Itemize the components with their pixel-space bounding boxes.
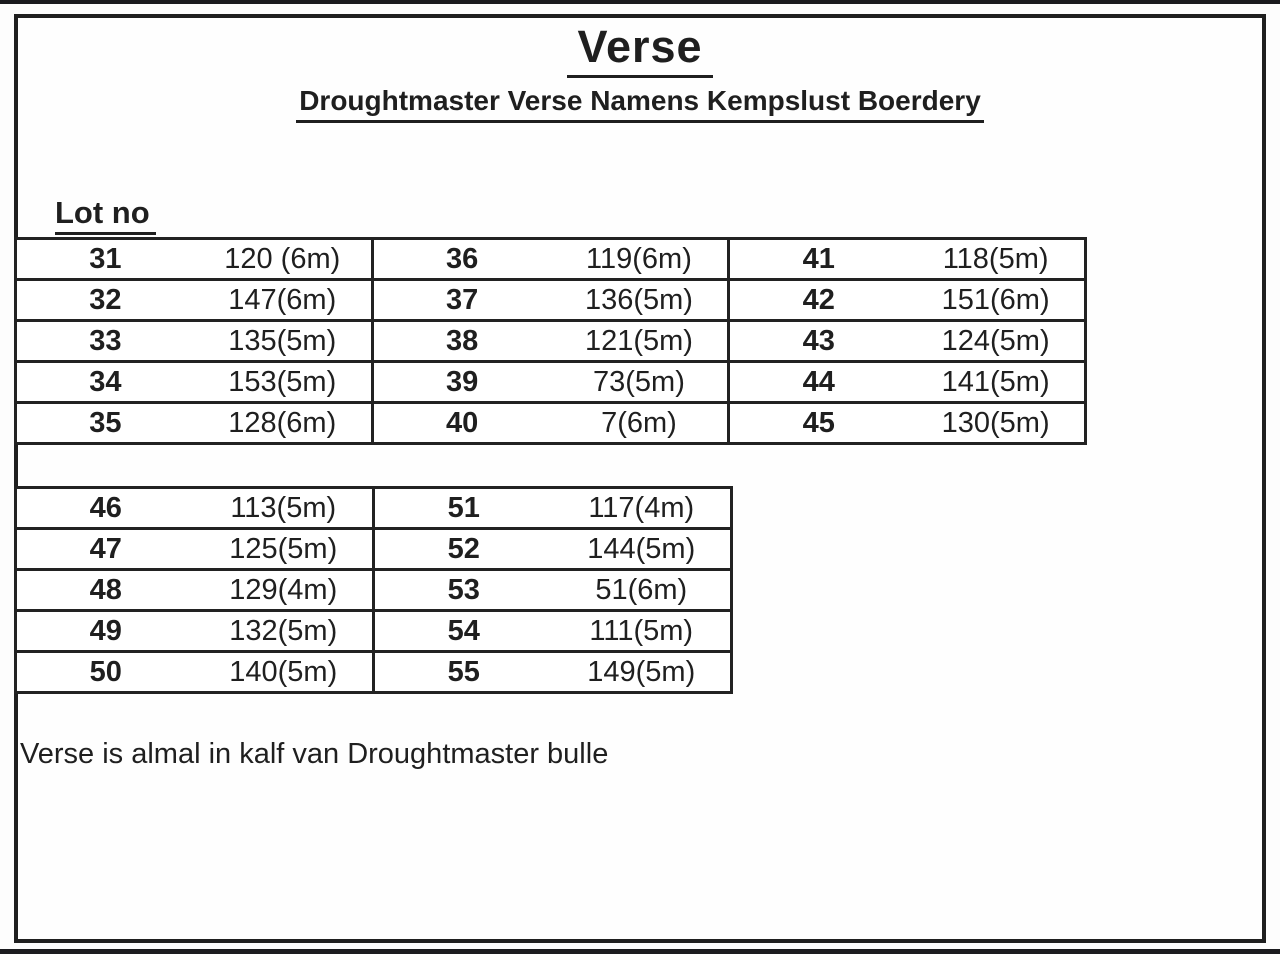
lot-entry [371,281,728,319]
lot-value: 120 (6m) [224,242,341,275]
table-row [17,240,1084,278]
lot-value: 132(5m) [229,614,338,647]
lot-number: 42 [802,283,835,316]
table-row [17,650,730,691]
lot-entry [727,281,1084,319]
lot-table-46-55 [14,486,733,694]
lot-number: 35 [89,406,122,439]
table-row [17,401,1084,442]
lot-number: 33 [89,324,122,357]
lot-value: 119(6m) [586,242,692,275]
lot-number: 43 [802,324,835,357]
lot-value: 124(5m) [941,324,1050,357]
lot-number: 34 [89,365,122,398]
lot-entry [17,240,371,278]
table-row [17,568,730,609]
table-row [17,360,1084,401]
table-row [17,278,1084,319]
lot-value: 151(6m) [941,283,1050,316]
lot-entry [17,404,371,442]
lot-entry [17,571,372,609]
table-row [17,527,730,568]
lot-number: 53 [447,573,480,606]
footer-note: Verse is almal in kalf van Droughtmaster bulle [20,738,609,770]
table-row [17,489,730,527]
lot-number: 54 [447,614,480,647]
lot-entry [17,530,372,568]
lot-value: 111(5m) [589,614,694,647]
lot-entry [372,612,730,650]
lot-number: 49 [89,614,122,647]
lot-number: 37 [445,283,479,316]
lot-entry [371,404,728,442]
lot-entry [371,322,728,360]
lot-value: 117(4m) [588,491,695,524]
lot-number: 48 [89,573,122,606]
lot-value: 141(5m) [941,365,1050,398]
lot-value: 153(5m) [228,365,337,398]
lot-number: 32 [89,283,122,316]
document-border-frame [14,14,1266,943]
lot-number: 39 [445,365,479,398]
lot-value: 129(4m) [229,573,338,606]
lot-number: 41 [802,242,835,275]
lot-entry [727,240,1084,278]
lot-entry [17,363,371,401]
lot-entry [372,530,730,568]
lot-number: 55 [447,655,480,688]
lot-value: 128(6m) [228,406,337,439]
lot-number: 31 [89,242,122,275]
lot-entry [371,240,728,278]
lot-entry [372,571,730,609]
lot-number: 44 [802,365,835,398]
lot-entry [372,489,730,527]
lot-entry [17,489,372,527]
lot-value: 140(5m) [229,655,338,688]
lot-number: 38 [445,324,479,357]
lot-table-31-45 [14,237,1087,445]
lot-number: 52 [447,532,480,565]
photo-bottom-edge [0,949,1280,954]
title-row [0,22,1280,78]
page-subtitle: Droughtmaster Verse Namens Kempslust Boerdery [296,86,984,123]
lot-value: 144(5m) [587,532,696,565]
lot-entry [17,281,371,319]
lot-value: 73(5m) [593,365,685,398]
lot-no-label: Lot no [55,197,156,235]
lot-value: 51(6m) [595,573,688,606]
lot-number: 51 [447,491,480,524]
lot-value: 130(5m) [941,406,1050,439]
lot-value: 147(6m) [228,283,337,316]
lot-value: 136(5m) [584,283,693,316]
lot-number: 36 [445,242,479,275]
lot-entry [17,653,372,691]
lot-value: 113(5m) [230,491,337,524]
lot-value: 125(5m) [229,532,338,565]
lot-number: 50 [89,655,122,688]
lot-number: 47 [89,532,122,565]
lot-entry [371,363,728,401]
lot-value: 121(5m) [584,324,693,357]
lot-value: 118(5m) [942,242,1049,275]
lot-entry [727,363,1084,401]
lot-number: 45 [802,406,835,439]
lot-entry [17,322,371,360]
table-row [17,609,730,650]
lot-number: 46 [89,491,122,524]
lot-value: 149(5m) [587,655,696,688]
lot-value: 135(5m) [228,324,337,357]
page-title: Verse [567,22,712,78]
lot-value: 7(6m) [601,406,677,439]
table-row [17,319,1084,360]
lot-entry [372,653,730,691]
lot-number: 40 [445,406,479,439]
subtitle-row [0,86,1280,123]
photo-top-edge [0,0,1280,4]
lot-entry [17,612,372,650]
lot-entry [727,404,1084,442]
lot-entry [727,322,1084,360]
